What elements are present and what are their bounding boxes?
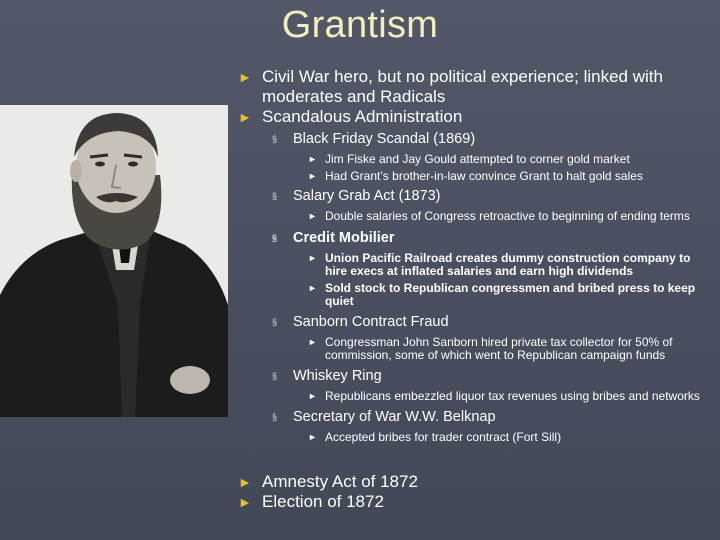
bottom-bullets — [238, 472, 708, 512]
triangle-bullet-icon: ► — [308, 211, 317, 221]
portrait-image — [0, 105, 228, 417]
list-item — [238, 67, 714, 107]
triangle-bullet-icon: ► — [308, 390, 317, 401]
triangle-bullet-icon: ► — [238, 474, 252, 490]
scandal-name: Credit Mobilier — [293, 229, 395, 246]
triangle-bullet-icon: ► — [308, 336, 317, 347]
scandal-item — [238, 408, 714, 426]
triangle-bullet-icon: ► — [308, 170, 317, 181]
list-item — [238, 107, 714, 127]
triangle-bullet-icon: ► — [238, 69, 252, 85]
section-bullet-icon: § — [272, 412, 278, 422]
detail-text: Jim Fiske and Jay Gould attempted to corner gold market — [325, 152, 630, 166]
detail-item — [238, 170, 714, 184]
triangle-bullet-icon: ► — [238, 494, 252, 510]
section-bullet-icon: § — [272, 370, 278, 381]
item-text: Amnesty Act of 1872 — [262, 472, 418, 491]
scandal-name: Salary Grab Act (1873) — [293, 188, 441, 204]
list-item — [238, 492, 708, 512]
scandal-name: Sanborn Contract Fraud — [293, 313, 449, 330]
triangle-bullet-icon: ► — [308, 282, 317, 293]
item-text: Election of 1872 — [262, 492, 384, 511]
scandal-name: Secretary of War W.W. Belknap — [293, 409, 496, 425]
grant-portrait — [0, 105, 228, 417]
scandal-item — [238, 367, 714, 385]
detail-text: Republicans embezzled liquor tax revenues using bribes and networks — [325, 388, 700, 403]
item-text: Civil War hero, but no political experience; linked with moderates and Radicals — [262, 67, 663, 106]
slide-title: Grantism — [281, 4, 439, 46]
detail-item — [238, 336, 714, 363]
triangle-bullet-icon: ► — [308, 432, 317, 442]
detail-item — [238, 390, 714, 404]
scandal-item — [238, 130, 714, 148]
detail-text: Congressman John Sanborn hired private tax collector for 50% of commission, some of which went to Republican campaign funds — [325, 334, 673, 362]
scandal-name: Black Friday Scandal (1869) — [293, 131, 476, 147]
detail-text: Union Pacific Railroad creates dummy construction company to hire execs at inflated salaries and earn high dividends — [325, 250, 691, 278]
section-bullet-icon: § — [272, 316, 278, 327]
detail-item — [238, 252, 714, 279]
triangle-bullet-icon: ► — [238, 109, 252, 125]
detail-text: Double salaries of Congress retroactive to beginning of ending terms — [325, 209, 690, 223]
section-bullet-icon: § — [272, 134, 278, 144]
detail-item — [238, 153, 714, 167]
section-bullet-icon: § — [272, 191, 278, 201]
detail-text: Sold stock to Republican congressmen and bribed press to keep quiet — [325, 280, 696, 308]
bullet-content — [238, 67, 714, 445]
detail-text: Had Grant’s brother-in-law convince Grant to halt gold sales — [325, 168, 643, 183]
detail-text: Accepted bribes for trader contract (Fort Sill) — [325, 430, 562, 444]
list-item — [238, 472, 708, 492]
detail-item — [238, 431, 714, 445]
scandal-item — [238, 229, 714, 247]
triangle-bullet-icon: ► — [308, 154, 317, 164]
detail-item — [238, 210, 714, 224]
detail-item — [238, 282, 714, 309]
scandal-item — [238, 187, 714, 205]
item-text: Scandalous Administration — [262, 107, 463, 126]
scandal-item — [238, 313, 714, 331]
scandal-name: Whiskey Ring — [293, 367, 382, 384]
section-bullet-icon: § — [272, 232, 278, 243]
triangle-bullet-icon: ► — [308, 252, 317, 263]
